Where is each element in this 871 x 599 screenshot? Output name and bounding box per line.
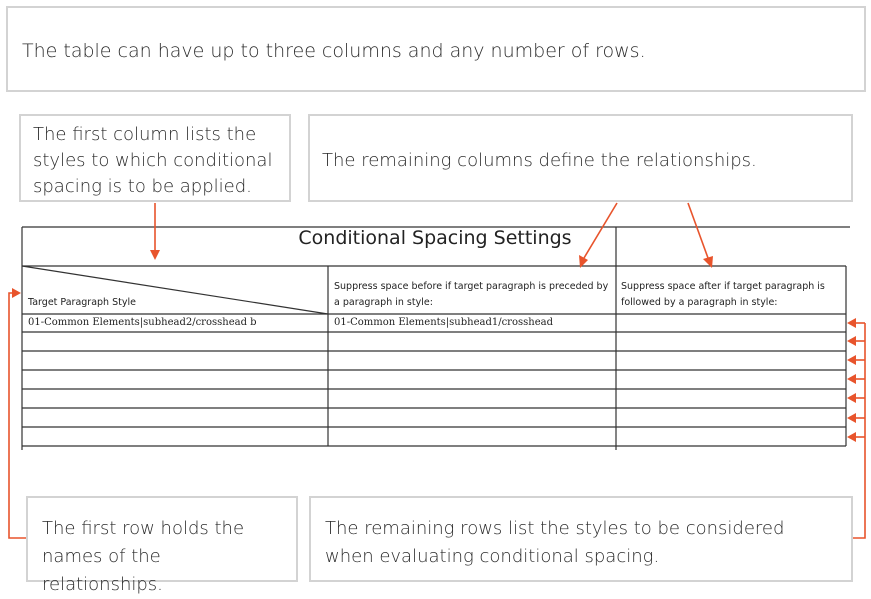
bracket-first-row: [9, 293, 26, 538]
arrowhead-row-6: [847, 413, 856, 423]
header-suppress-after: Suppress space after if target paragraph is followed by a paragraph in style:: [621, 281, 825, 308]
arrowhead-row-4: [847, 374, 856, 384]
callout-table-shape: The table can have up to three columns and any number of rows.: [6, 6, 866, 92]
arrowhead-row-7: [847, 432, 856, 442]
arrowhead-row-5: [847, 393, 856, 403]
callout-remaining-rows: The remaining rows list the styles to be considered when evaluating conditional spacing.: [309, 496, 853, 582]
bracket-remaining-rows: [853, 323, 865, 538]
callout-first-column: The first column lists the styles to which conditional spacing is to be applied.: [19, 114, 291, 202]
arrowhead-first-row: [12, 288, 21, 298]
table-cell-before: 01-Common Elements|subhead1/crosshead: [334, 317, 553, 328]
header-target-style: Target Paragraph Style: [28, 297, 136, 308]
callout-first-row: The first row holds the names of the relationships.: [26, 496, 298, 582]
arrow-col3: [688, 203, 708, 258]
callout-remaining-columns: The remaining columns define the relationships.: [308, 114, 853, 202]
header-suppress-before: Suppress space before if target paragraph is preceded by a paragraph in style:: [334, 281, 609, 308]
table-title: [22, 226, 618, 266]
arrowhead-row-2: [847, 336, 856, 346]
table-cell-target: 01-Common Elements|subhead2/crosshead b: [28, 317, 257, 328]
arrowhead-row-1: [847, 318, 856, 328]
table-title-text: Conditional Spacing Settings: [298, 227, 572, 249]
arrowhead-row-3: [847, 355, 856, 365]
